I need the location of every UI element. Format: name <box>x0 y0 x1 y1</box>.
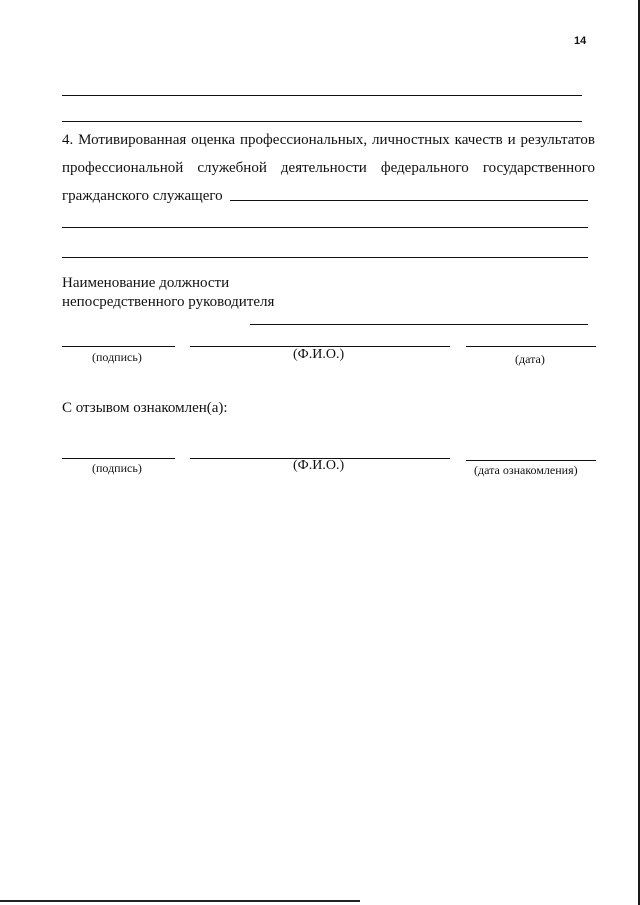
section-4-line-2: профессиональной служебной деятельности федерального государственного <box>62 160 595 176</box>
blank-line-2 <box>62 121 582 122</box>
date-caption-1: (дата) <box>515 352 545 366</box>
scan-edge-bottom <box>0 900 360 902</box>
section-4-line-3: гражданского служащего <box>62 188 223 204</box>
assessment-fill-line-3[interactable] <box>62 257 588 258</box>
fio-caption-2: (Ф.И.О.) <box>293 458 345 473</box>
date-line-1[interactable] <box>466 346 596 347</box>
acknowledgement-label: С отзывом ознакомлен(а): <box>62 400 228 416</box>
section-4-paragraph <box>62 126 595 210</box>
supervisor-position-line[interactable] <box>250 324 588 325</box>
signature-line-2[interactable] <box>62 458 175 459</box>
date-caption-2: (дата ознакомления) <box>474 463 578 477</box>
assessment-fill-line-2[interactable] <box>62 227 588 228</box>
supervisor-position-label-line-2: непосредственного руководителя <box>62 294 275 310</box>
assessment-fill-line-1[interactable] <box>230 200 588 201</box>
signature-caption-2: (подпись) <box>92 461 142 475</box>
section-4-line-1: 4. Мотивированная оценка профессиональных, личностных качеств и результатов <box>62 132 595 148</box>
page-number: 14 <box>574 35 587 47</box>
blank-line-1 <box>62 95 582 96</box>
date-line-2[interactable] <box>466 460 596 461</box>
signature-caption-1: (подпись) <box>92 350 142 364</box>
fio-caption-1: (Ф.И.О.) <box>293 347 345 362</box>
supervisor-position-label-line-1: Наименование должности <box>62 275 230 291</box>
signature-line-1[interactable] <box>62 346 175 347</box>
